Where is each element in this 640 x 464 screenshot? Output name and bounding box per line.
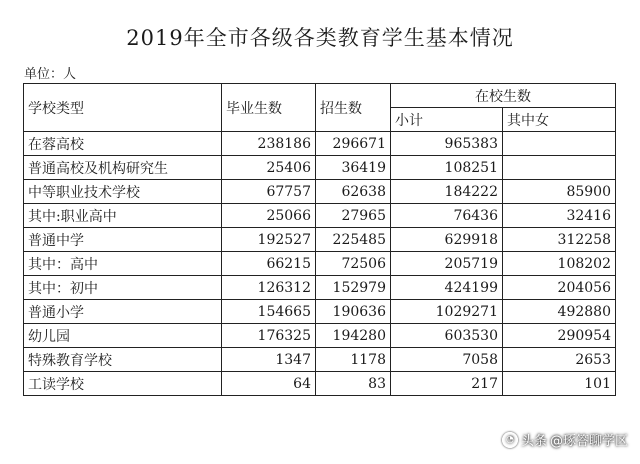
table-row: [24, 204, 616, 228]
cell-female: 204056: [503, 276, 616, 300]
table-row: [24, 228, 616, 252]
cell-school-type: 工读学校: [24, 372, 222, 396]
cell-female: 312258: [503, 228, 616, 252]
cell-school-type: 其中：初中: [24, 276, 222, 300]
cell-subtotal: 108251: [391, 156, 503, 180]
cell-subtotal: 76436: [391, 204, 503, 228]
table-header-row: [24, 84, 616, 108]
cell-graduates: 238186: [222, 132, 316, 156]
cell-subtotal: 1029271: [391, 300, 503, 324]
watermark: [502, 430, 628, 449]
header-enrollment: 招生数: [316, 84, 391, 132]
table-row: [24, 300, 616, 324]
cell-enrollment: 27965: [316, 204, 391, 228]
cell-enrollment: 62638: [316, 180, 391, 204]
table-row: [24, 180, 616, 204]
cell-enrollment: 36419: [316, 156, 391, 180]
cell-enrollment: 225485: [316, 228, 391, 252]
cell-graduates: 154665: [222, 300, 316, 324]
cell-graduates: 126312: [222, 276, 316, 300]
cell-subtotal: 184222: [391, 180, 503, 204]
cell-female: 108202: [503, 252, 616, 276]
header-in-school: 在校生数: [391, 84, 616, 108]
cell-school-type: 其中:职业高中: [24, 204, 222, 228]
cell-enrollment: 83: [316, 372, 391, 396]
cell-school-type: 特殊教育学校: [24, 348, 222, 372]
cell-subtotal: 424199: [391, 276, 503, 300]
cell-subtotal: 205719: [391, 252, 503, 276]
cell-school-type: 普通小学: [24, 300, 222, 324]
table-row: [24, 348, 616, 372]
cell-enrollment: 190636: [316, 300, 391, 324]
cell-graduates: 1347: [222, 348, 316, 372]
toutiao-icon: ◔: [502, 432, 518, 448]
header-school-type: 学校类型: [24, 84, 222, 132]
cell-graduates: 192527: [222, 228, 316, 252]
cell-school-type: 其中：高中: [24, 252, 222, 276]
cell-school-type: 幼儿园: [24, 324, 222, 348]
table-row: [24, 156, 616, 180]
cell-subtotal: 7058: [391, 348, 503, 372]
cell-graduates: 25406: [222, 156, 316, 180]
cell-graduates: 66215: [222, 252, 316, 276]
cell-enrollment: 152979: [316, 276, 391, 300]
cell-enrollment: 1178: [316, 348, 391, 372]
cell-female: 492880: [503, 300, 616, 324]
table-row: [24, 252, 616, 276]
cell-subtotal: 629918: [391, 228, 503, 252]
cell-school-type: 普通中学: [24, 228, 222, 252]
table-row: [24, 372, 616, 396]
cell-enrollment: 296671: [316, 132, 391, 156]
cell-graduates: 25066: [222, 204, 316, 228]
table-row: [24, 324, 616, 348]
cell-enrollment: 194280: [316, 324, 391, 348]
cell-female: 32416: [503, 204, 616, 228]
cell-graduates: 176325: [222, 324, 316, 348]
cell-female: 85900: [503, 180, 616, 204]
table-body: [24, 132, 616, 396]
cell-school-type: 在蓉高校: [24, 132, 222, 156]
cell-female: 2653: [503, 348, 616, 372]
header-graduates: 毕业生数: [222, 84, 316, 132]
cell-female: 290954: [503, 324, 616, 348]
cell-school-type: 中等职业技术学校: [24, 180, 222, 204]
education-stats-table: [23, 83, 616, 396]
cell-female: [503, 132, 616, 156]
cell-school-type: 普通高校及机构研究生: [24, 156, 222, 180]
watermark-prefix: 头条: [520, 434, 547, 449]
table-row: [24, 276, 616, 300]
cell-subtotal: 603530: [391, 324, 503, 348]
cell-female: 101: [503, 372, 616, 396]
cell-subtotal: 965383: [391, 132, 503, 156]
cell-graduates: 67757: [222, 180, 316, 204]
cell-graduates: 64: [222, 372, 316, 396]
cell-subtotal: 217: [391, 372, 503, 396]
header-female: 其中女: [503, 108, 616, 132]
table-row: [24, 132, 616, 156]
unit-label: 单位：人: [24, 67, 77, 82]
header-subtotal: 小计: [391, 108, 503, 132]
cell-female: [503, 156, 616, 180]
watermark-text: @琢答聊学区: [549, 434, 628, 449]
cell-enrollment: 72506: [316, 252, 391, 276]
page-title: 2019年全市各级各类教育学生基本情况: [126, 26, 514, 50]
